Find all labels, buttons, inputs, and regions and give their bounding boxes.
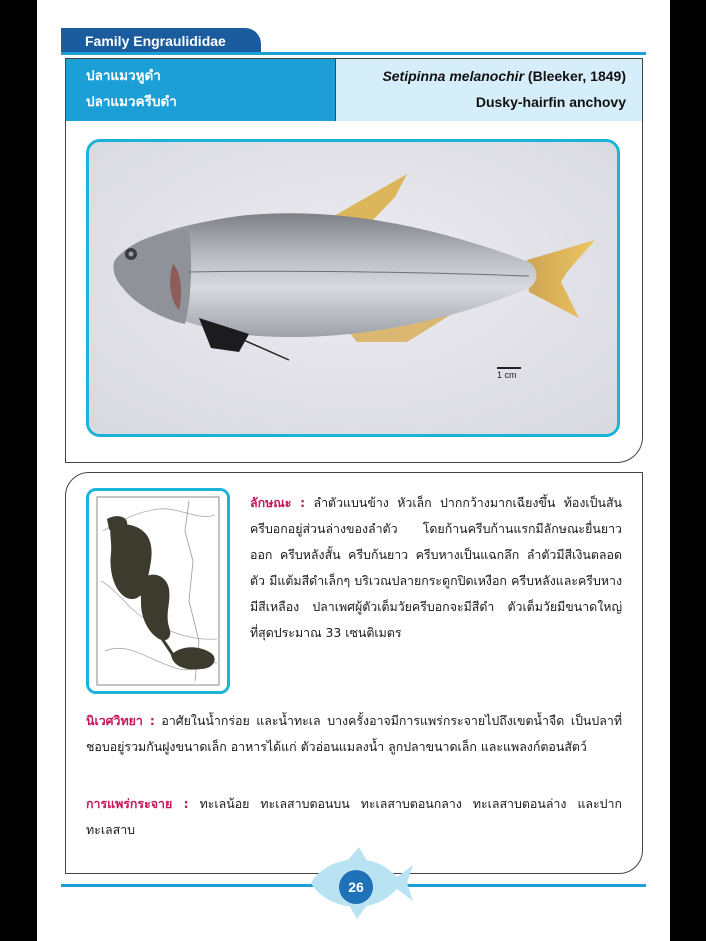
header-rule <box>61 52 646 55</box>
scientific-name: Setipinna melanochir <box>382 68 525 84</box>
family-tab: Family Engraulididae <box>61 28 261 54</box>
characteristics-label: ลักษณะ : <box>250 495 306 510</box>
distribution-text: ทะเลน้อย ทะเลสาบตอนบน ทะเลสาบตอนกลาง ทะเลสาบตอนล่าง และปากทะเลสาบ <box>86 796 622 837</box>
ecology-text: อาศัยในน้ำกร่อย และน้ำทะเล บางครั้งอาจมีการแพร่กระจายไปถึงเขตน้ำจืด เป็นปลาที่ชอบอยู่รวมกันฝูงขนาดเล็ก อาหารได้แก่ ตัวอ่อนแมลงน้ำ ลูกปลาขนาดเล็ก และแพลงก์ตอนสัตว์ <box>86 713 622 754</box>
page-number: 26 <box>339 870 373 904</box>
lake-map-illustration <box>89 491 227 691</box>
characteristics-paragraph <box>250 490 622 646</box>
distribution-paragraph <box>86 791 622 843</box>
characteristics-text: ลำตัวแบนข้าง หัวเล็ก ปากกว้างมากเฉียงขึ้น ท้องเป็นสัน ครีบอกอยู่ส่วนล่างของลำตัว โดยก้านครีบก้านแรกมีลักษณะยื่นยาวออก ครีบหลังสั้น ครีบก้นยาว ครีบหางเป็นแฉกลึก ลำตัวมีสีเงินตลอดตัว มีแต้มสีดำเล็กๆ บริเวณปลายกระดูกปิดเหงือก ครีบหลังและครีบหางมีสีเหลือง ปลาเพศผู้ตัวเต็มวัยครีบอกจะมีสีดำ ตัวเต็มวัยมีขนาดใหญ่ที่สุดประมาณ 33 เซนติเมตร <box>250 495 622 640</box>
thai-name-2: ปลาแมวครีบดำ <box>86 94 177 110</box>
authority: (Bleeker, 1849) <box>527 68 626 84</box>
distribution-map <box>86 488 230 694</box>
description-card <box>65 472 643 874</box>
scale-label: 1 cm <box>497 370 517 380</box>
ecology-paragraph <box>86 708 622 760</box>
common-name: Dusky-hairfin anchovy <box>475 94 626 110</box>
thai-name-1: ปลาแมวหูดำ <box>86 68 161 84</box>
thai-names <box>66 59 336 121</box>
ecology-label: นิเวศวิทยา : <box>86 713 155 728</box>
fish-illustration <box>89 142 617 434</box>
scientific-name-line <box>336 63 626 89</box>
page <box>37 0 670 941</box>
name-row <box>66 59 642 121</box>
scientific-names <box>336 59 642 121</box>
species-card <box>65 58 643 463</box>
distribution-label: การแพร่กระจาย : <box>86 796 189 811</box>
fish-photo <box>86 139 620 437</box>
